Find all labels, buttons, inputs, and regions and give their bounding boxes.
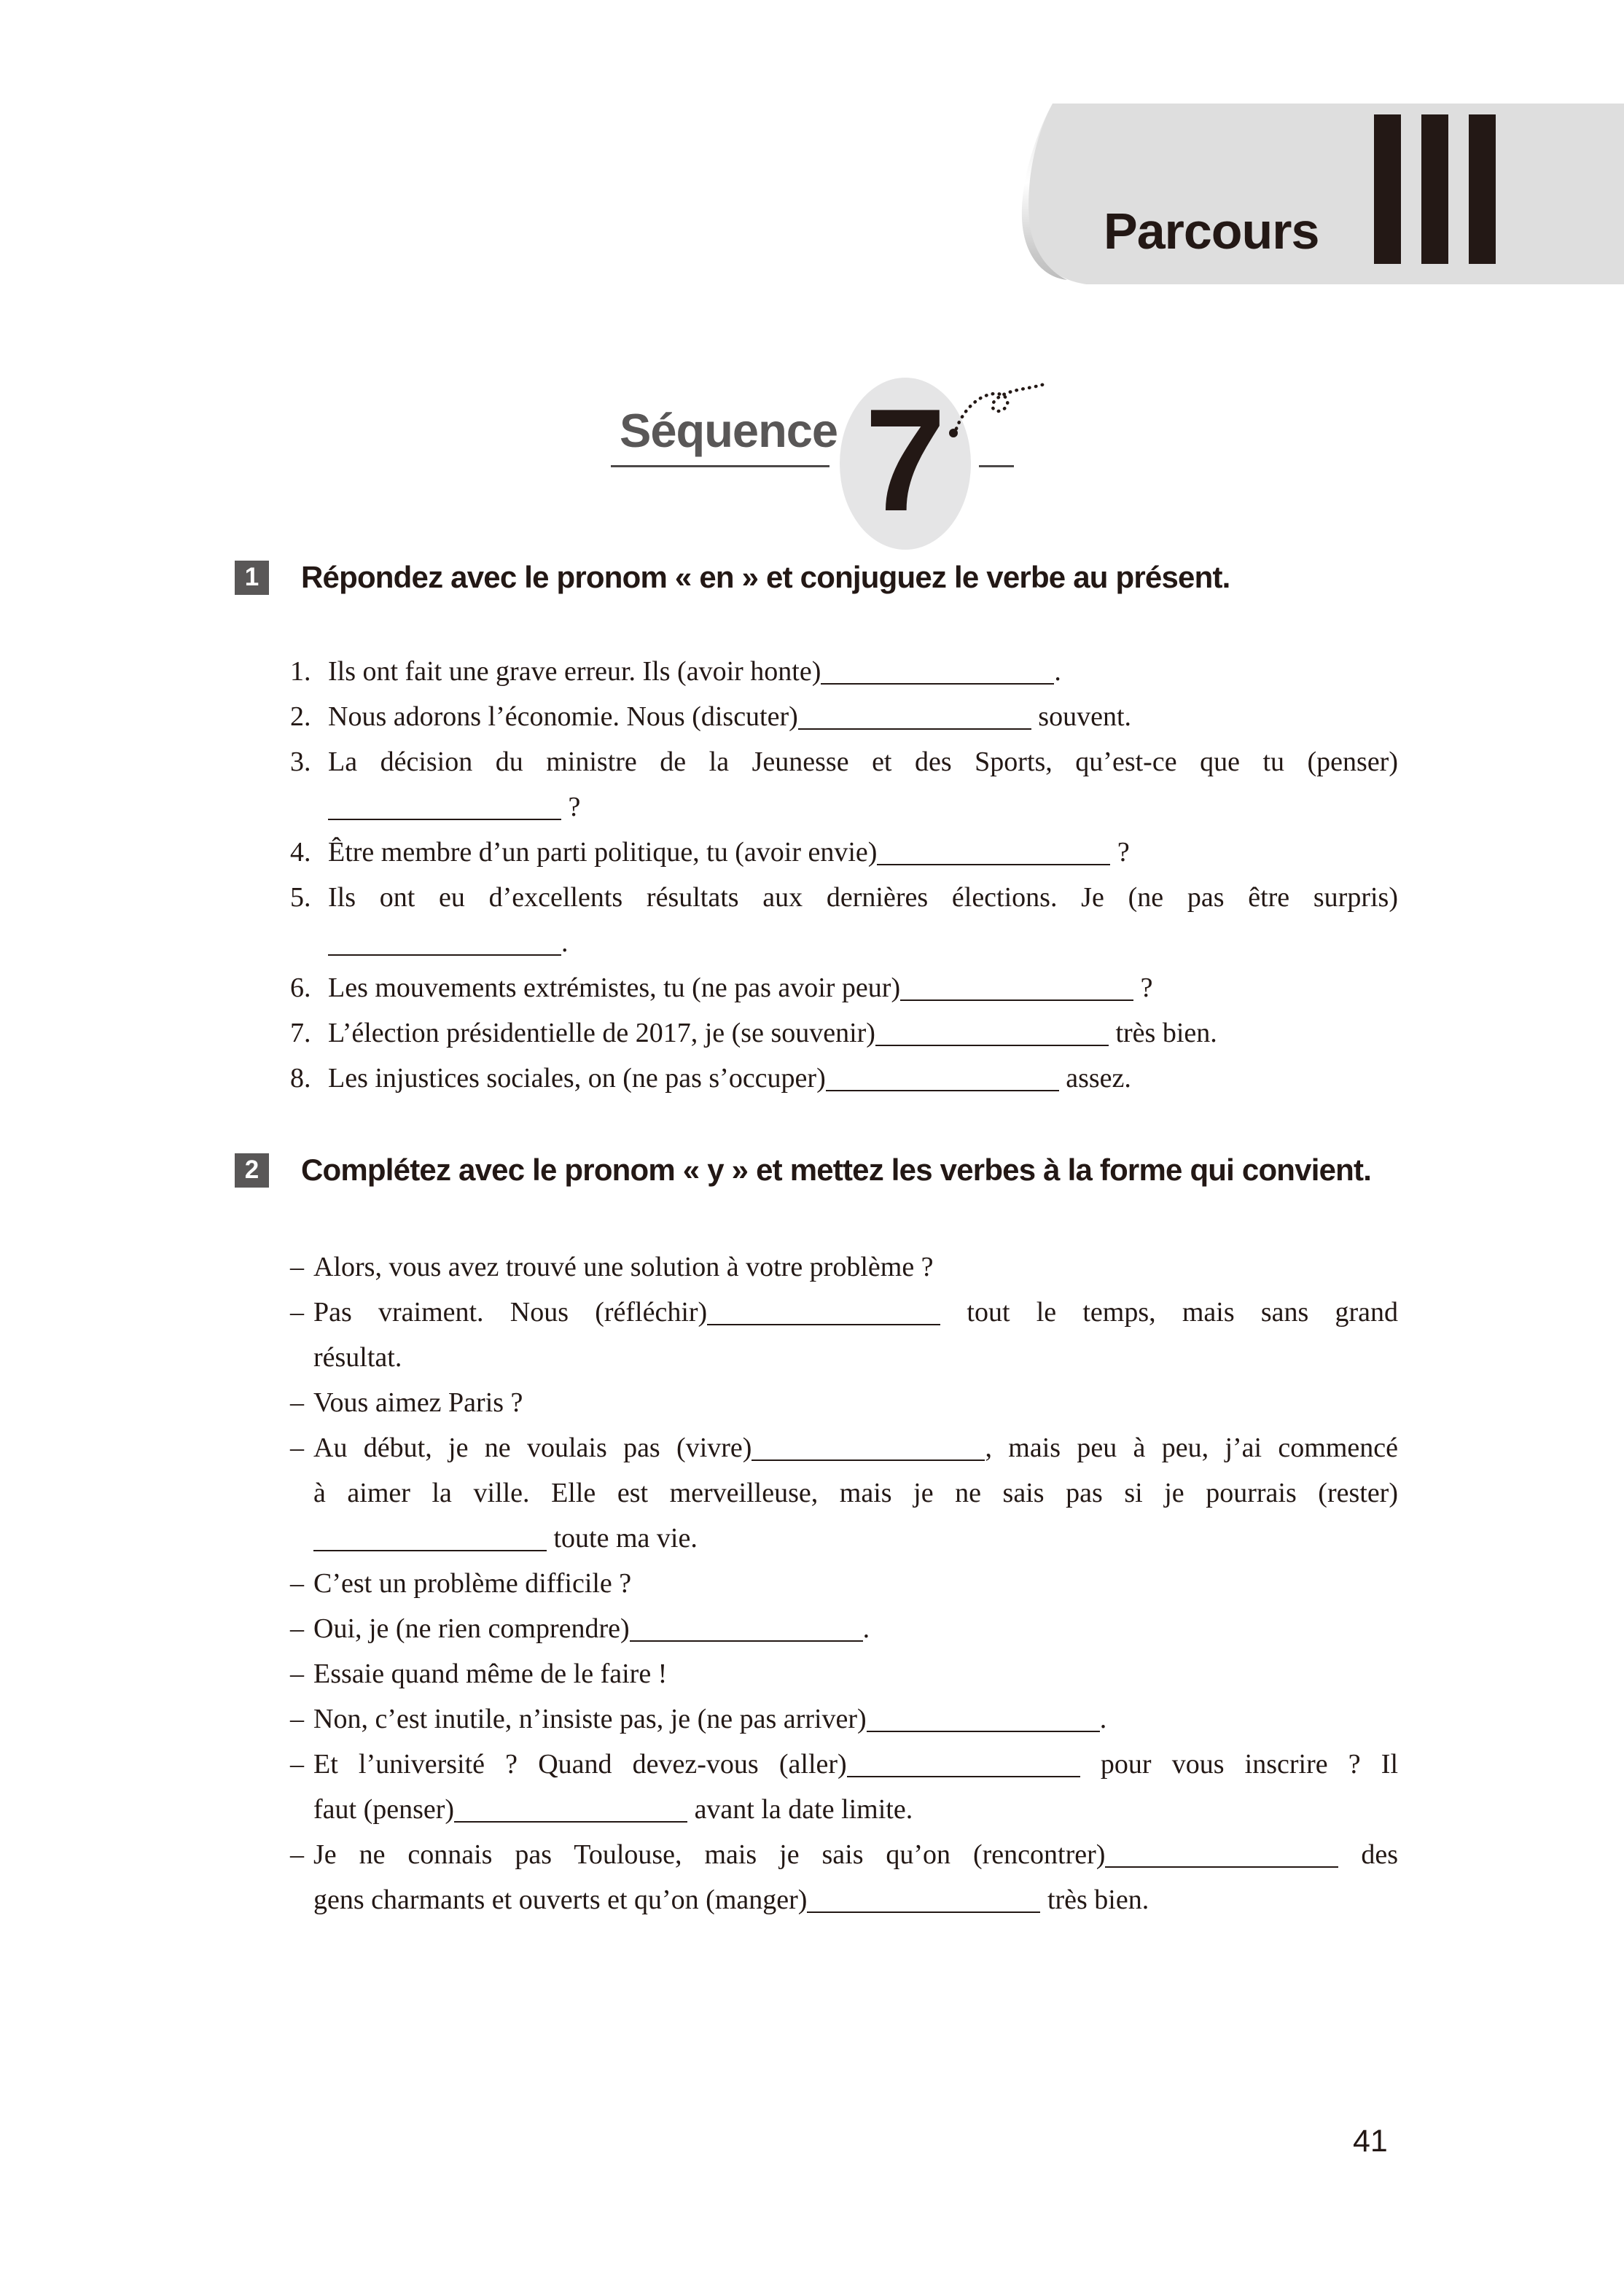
answer-blank — [847, 1748, 1080, 1777]
line-text: très bien. — [1040, 1885, 1149, 1915]
line-text: très bien. — [1108, 1018, 1217, 1048]
dialogue-dash: – — [290, 1252, 304, 1282]
exercise-line — [290, 1516, 1398, 1561]
line-text: Oui, je (ne rien comprendre) — [313, 1613, 630, 1644]
line-text: Ils ont eu d’excellents résultats aux dernières élections. Je (ne pas être surpris) — [328, 882, 1398, 913]
answer-blank — [877, 836, 1110, 865]
item-number: 2. — [290, 701, 311, 732]
line-text: , mais peu à peu, j’ai commencé — [985, 1433, 1398, 1463]
line-text: tout le temps, mais sans grand — [940, 1297, 1398, 1328]
answer-blank — [328, 791, 561, 820]
exercise-line — [290, 1787, 1398, 1832]
dialogue-dash: – — [290, 1568, 304, 1599]
exercise-line — [290, 694, 1398, 739]
dialogue-dash: – — [290, 1387, 304, 1418]
line-text: Les injustices sociales, on (ne pas s’occuper) — [328, 1063, 826, 1094]
answer-blank — [807, 1884, 1040, 1913]
parcours-tab — [1019, 104, 1624, 284]
dialogue-dash: – — [290, 1433, 304, 1463]
item-number: 5. — [290, 882, 311, 913]
line-text: C’est un problème difficile ? — [313, 1568, 632, 1599]
sequence-underline — [611, 465, 829, 467]
line-text: assez. — [1058, 1063, 1131, 1094]
dialogue-dash: – — [290, 1704, 304, 1734]
dialogue-dash: – — [290, 1297, 304, 1328]
line-text: faut (penser) — [313, 1794, 455, 1825]
item-number: 3. — [290, 747, 311, 777]
exercise-line — [290, 1470, 1398, 1516]
exercise-line — [290, 1742, 1398, 1787]
line-text: Ils ont fait une grave erreur. Ils (avoir honte) — [328, 656, 821, 687]
exercise-line — [290, 1056, 1398, 1101]
exercise-line — [290, 1425, 1398, 1470]
line-text: Non, c’est inutile, n’insiste pas, je (ne pas arriver) — [313, 1704, 867, 1734]
line-text: Pas vraiment. Nous (réfléchir) — [313, 1297, 708, 1328]
line-text: souvent. — [1031, 701, 1132, 732]
item-number: 6. — [290, 973, 311, 1003]
exercise-line — [290, 920, 1398, 965]
answer-blank — [752, 1432, 985, 1461]
line-text: ? — [1110, 837, 1130, 868]
answer-blank — [707, 1296, 940, 1325]
exercise-line — [290, 1244, 1398, 1290]
exercise-line — [290, 784, 1398, 830]
line-text: gens charmants et ouverts et qu’on (manger) — [313, 1885, 808, 1915]
exercise1-title: Répondez avec le pronom « en » et conjuguez le verbe au présent. — [301, 560, 1230, 594]
answer-blank — [454, 1793, 687, 1823]
line-text: Je ne connais pas Toulouse, mais je sais qu’on (rencontrer) — [313, 1839, 1106, 1870]
line-text: La décision du ministre de la Jeunesse et des Sports, qu’est-ce que tu (penser) — [328, 747, 1398, 777]
exercise-line — [290, 965, 1398, 1010]
line-text: des — [1338, 1839, 1398, 1870]
exercise-line — [290, 1877, 1398, 1922]
answer-blank — [798, 701, 1031, 730]
numeral-bar — [1469, 114, 1496, 264]
item-number: 1. — [290, 656, 311, 687]
exercise-line — [290, 1696, 1398, 1742]
line-text: . — [862, 1613, 870, 1644]
exercise2-title: Complétez avec le pronom « y » et mettez les verbes à la forme qui convient. — [301, 1153, 1372, 1187]
line-text: ? — [561, 792, 581, 822]
exercise-line — [290, 1380, 1398, 1425]
line-text: Essaie quand même de le faire ! — [313, 1659, 668, 1689]
exercise-line — [290, 875, 1398, 920]
exercise1-badge: 1 — [235, 561, 269, 595]
line-text: . — [561, 927, 569, 958]
line-text: . — [1054, 656, 1061, 687]
page-number: 41 — [1353, 2124, 1388, 2159]
exercise-line — [290, 1606, 1398, 1651]
line-text: Nous adorons l’économie. Nous (discuter) — [328, 701, 798, 732]
parcours-numeral — [1374, 114, 1496, 264]
answer-blank — [630, 1613, 863, 1642]
answer-blank — [328, 927, 561, 956]
answer-blank — [867, 1703, 1100, 1732]
line-text: résultat. — [313, 1342, 402, 1373]
exercise-line — [290, 1651, 1398, 1696]
line-text: Et l’université ? Quand devez-vous (aller) — [313, 1749, 847, 1780]
exercise-line — [290, 1561, 1398, 1606]
exercise-line — [290, 1290, 1398, 1335]
line-text: toute ma vie. — [547, 1523, 698, 1554]
line-text: Être membre d’un parti politique, tu (avoir envie) — [328, 837, 878, 868]
item-number: 7. — [290, 1018, 311, 1048]
exercise2-header — [235, 1153, 1371, 1188]
answer-blank — [1105, 1839, 1338, 1868]
answer-blank — [826, 1062, 1059, 1091]
exercise-line — [290, 1010, 1398, 1056]
exercise-line — [290, 739, 1398, 784]
exercise1-items — [290, 649, 1398, 1101]
line-text: L’élection présidentielle de 2017, je (se souvenir) — [328, 1018, 875, 1048]
answer-blank — [900, 972, 1133, 1001]
numeral-bar — [1374, 114, 1401, 264]
item-number: 4. — [290, 837, 311, 868]
dialogue-dash: – — [290, 1749, 304, 1780]
line-text: . — [1099, 1704, 1107, 1734]
dialogue-dash: – — [290, 1659, 304, 1689]
line-text: Vous aimez Paris ? — [313, 1387, 523, 1418]
exercise-line — [290, 649, 1398, 694]
exercise1-header — [235, 560, 1230, 595]
sequence-number: 7 — [864, 379, 946, 542]
dialogue-dash: – — [290, 1613, 304, 1644]
sequence-rule-right — [979, 465, 1014, 467]
line-text: pour vous inscrire ? Il — [1080, 1749, 1399, 1780]
answer-blank — [821, 655, 1054, 685]
answer-blank — [875, 1017, 1109, 1046]
numeral-bar — [1421, 114, 1448, 264]
exercise-line — [290, 830, 1398, 875]
line-text: à aimer la ville. Elle est merveilleuse, mais je ne sais pas si je pourrais (rester) — [313, 1478, 1398, 1508]
dialogue-dash: – — [290, 1839, 304, 1870]
line-text: avant la date limite. — [687, 1794, 913, 1825]
dotted-swirl-icon — [945, 375, 1054, 444]
item-number: 8. — [290, 1063, 311, 1094]
line-text: ? — [1133, 973, 1153, 1003]
exercise-line — [290, 1335, 1398, 1380]
exercise2-badge: 2 — [235, 1153, 269, 1188]
sequence-label: Séquence — [620, 404, 838, 457]
exercise2-dialogue — [290, 1244, 1398, 1922]
line-text: Alors, vous avez trouvé une solution à votre problème ? — [313, 1252, 934, 1282]
line-text: Au début, je ne voulais pas (vivre) — [313, 1433, 752, 1463]
parcours-label: Parcours — [1104, 203, 1319, 260]
answer-blank — [313, 1522, 547, 1551]
line-text: Les mouvements extrémistes, tu (ne pas avoir peur) — [328, 973, 901, 1003]
exercise-line — [290, 1832, 1398, 1877]
